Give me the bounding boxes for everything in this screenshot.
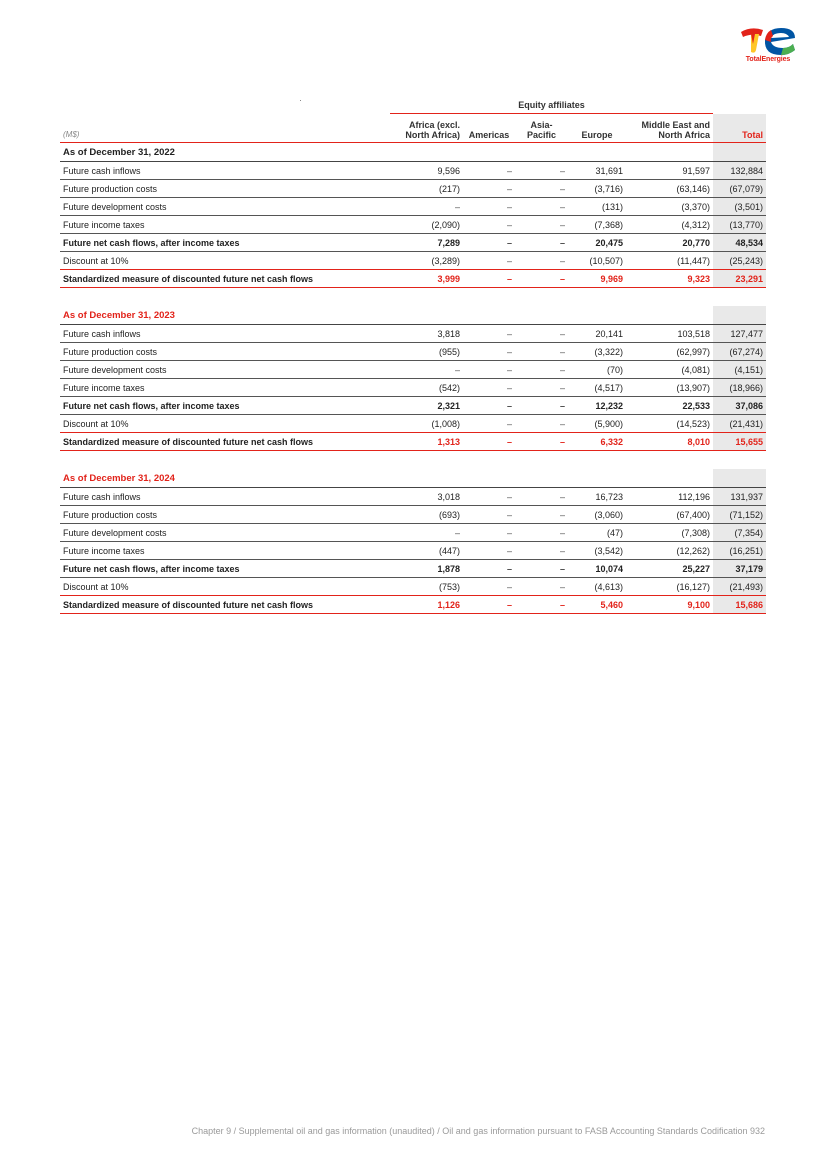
value-cell: (3,289)	[390, 252, 463, 270]
value-cell: (13,907)	[626, 379, 713, 397]
row-label: Future development costs	[60, 198, 390, 216]
row-label: Standardized measure of discounted future net cash flows	[60, 433, 390, 451]
value-cell: –	[463, 198, 515, 216]
value-cell: 6,332	[568, 433, 626, 451]
value-cell: 12,232	[568, 397, 626, 415]
value-cell: 20,141	[568, 325, 626, 343]
value-cell: (7,368)	[568, 216, 626, 234]
value-cell: 25,227	[626, 560, 713, 578]
value-cell: (447)	[390, 542, 463, 560]
super-header-row	[60, 97, 766, 114]
value-cell: (1,008)	[390, 415, 463, 433]
total-cell: 15,655	[713, 433, 766, 451]
row-label: Future cash inflows	[60, 325, 390, 343]
section-title-row	[60, 469, 766, 488]
table-row	[60, 216, 766, 234]
row-label: Standardized measure of discounted future net cash flows	[60, 596, 390, 614]
row-label: Discount at 10%	[60, 415, 390, 433]
value-cell: (10,507)	[568, 252, 626, 270]
value-cell: (4,081)	[626, 361, 713, 379]
value-cell: –	[515, 379, 568, 397]
table-row	[60, 379, 766, 397]
table-row	[60, 433, 766, 451]
row-label: Future income taxes	[60, 542, 390, 560]
section-spacer	[60, 451, 766, 470]
totalenergies-logo	[737, 24, 801, 68]
value-cell: (217)	[390, 180, 463, 198]
value-cell: 9,969	[568, 270, 626, 288]
value-cell: –	[463, 578, 515, 596]
table-row	[60, 343, 766, 361]
value-cell: –	[463, 216, 515, 234]
row-label: Future cash inflows	[60, 488, 390, 506]
row-label: Future development costs	[60, 361, 390, 379]
value-cell: –	[515, 560, 568, 578]
table-row	[60, 542, 766, 560]
col-header-middle-east: Middle East and North Africa	[626, 114, 713, 143]
value-cell: –	[515, 252, 568, 270]
section-title: As of December 31, 2024	[60, 469, 713, 488]
value-cell: –	[515, 216, 568, 234]
total-cell: (4,151)	[713, 361, 766, 379]
row-label: Discount at 10%	[60, 578, 390, 596]
value-cell: –	[463, 524, 515, 542]
value-cell: 22,533	[626, 397, 713, 415]
value-cell: 5,460	[568, 596, 626, 614]
value-cell: 9,596	[390, 162, 463, 180]
total-cell: (67,079)	[713, 180, 766, 198]
value-cell: 10,074	[568, 560, 626, 578]
value-cell: –	[515, 397, 568, 415]
value-cell: –	[515, 578, 568, 596]
value-cell: (3,542)	[568, 542, 626, 560]
value-cell: –	[463, 433, 515, 451]
total-cell: 48,534	[713, 234, 766, 252]
value-cell: (67,400)	[626, 506, 713, 524]
value-cell: 3,018	[390, 488, 463, 506]
value-cell: –	[390, 361, 463, 379]
total-cell: (7,354)	[713, 524, 766, 542]
value-cell: –	[463, 325, 515, 343]
row-label: Future income taxes	[60, 216, 390, 234]
value-cell: (70)	[568, 361, 626, 379]
value-cell: 16,723	[568, 488, 626, 506]
value-cell: 20,770	[626, 234, 713, 252]
value-cell: 1,126	[390, 596, 463, 614]
total-cell: 131,937	[713, 488, 766, 506]
total-cell: (71,152)	[713, 506, 766, 524]
value-cell: (2,090)	[390, 216, 463, 234]
value-cell: 2,321	[390, 397, 463, 415]
total-cell: (67,274)	[713, 343, 766, 361]
total-cell: 37,179	[713, 560, 766, 578]
value-cell: –	[515, 488, 568, 506]
value-cell: –	[515, 343, 568, 361]
value-cell: 103,518	[626, 325, 713, 343]
value-cell: 9,100	[626, 596, 713, 614]
value-cell: (3,716)	[568, 180, 626, 198]
col-header-total: Total	[713, 114, 766, 143]
value-cell: –	[463, 415, 515, 433]
value-cell: (3,060)	[568, 506, 626, 524]
section-title-row	[60, 306, 766, 325]
value-cell: 9,323	[626, 270, 713, 288]
value-cell: (11,447)	[626, 252, 713, 270]
table-row	[60, 578, 766, 596]
row-label: Standardized measure of discounted future net cash flows	[60, 270, 390, 288]
row-label: Future production costs	[60, 506, 390, 524]
col-header-americas: Americas	[463, 114, 515, 143]
row-label: Discount at 10%	[60, 252, 390, 270]
col-header-europe: Europe	[568, 114, 626, 143]
value-cell: –	[463, 252, 515, 270]
value-cell: (62,997)	[626, 343, 713, 361]
value-cell: –	[463, 162, 515, 180]
unit-label: (M$)	[60, 114, 390, 143]
value-cell: –	[463, 506, 515, 524]
value-cell: 7,289	[390, 234, 463, 252]
table-row	[60, 361, 766, 379]
value-cell: –	[463, 596, 515, 614]
value-cell: 3,999	[390, 270, 463, 288]
total-cell: (13,770)	[713, 216, 766, 234]
column-header-row	[60, 114, 766, 143]
table-row	[60, 270, 766, 288]
value-cell: (16,127)	[626, 578, 713, 596]
total-cell: (16,251)	[713, 542, 766, 560]
table-row	[60, 415, 766, 433]
value-cell: –	[515, 542, 568, 560]
value-cell: –	[515, 524, 568, 542]
table-row	[60, 506, 766, 524]
total-cell: (25,243)	[713, 252, 766, 270]
value-cell: –	[463, 343, 515, 361]
value-cell: (5,900)	[568, 415, 626, 433]
logo-wordmark: TotalEnergies	[745, 56, 791, 63]
row-label: Future production costs	[60, 343, 390, 361]
value-cell: –	[515, 162, 568, 180]
value-cell: (693)	[390, 506, 463, 524]
total-cell: (21,493)	[713, 578, 766, 596]
section-title: As of December 31, 2023	[60, 306, 713, 325]
row-label: Future net cash flows, after income taxes	[60, 560, 390, 578]
value-cell: (7,308)	[626, 524, 713, 542]
value-cell: –	[515, 506, 568, 524]
page-footer: Chapter 9 / Supplemental oil and gas information (unaudited) / Oil and gas information pursuant to FASB Accounting Standards Codification 932	[191, 1126, 765, 1136]
value-cell: (12,262)	[626, 542, 713, 560]
value-cell: –	[463, 180, 515, 198]
value-cell: –	[515, 361, 568, 379]
value-cell: (63,146)	[626, 180, 713, 198]
value-cell: 112,196	[626, 488, 713, 506]
value-cell: –	[515, 415, 568, 433]
value-cell: (3,370)	[626, 198, 713, 216]
value-cell: (131)	[568, 198, 626, 216]
value-cell: (14,523)	[626, 415, 713, 433]
total-cell: (3,501)	[713, 198, 766, 216]
value-cell: –	[515, 198, 568, 216]
table-row	[60, 560, 766, 578]
section-title: As of December 31, 2022	[60, 143, 713, 162]
value-cell: –	[390, 524, 463, 542]
table-row	[60, 180, 766, 198]
equity-affiliates-header: Equity affiliates	[390, 97, 713, 114]
value-cell: –	[515, 180, 568, 198]
value-cell: –	[463, 397, 515, 415]
value-cell: 91,597	[626, 162, 713, 180]
table-row	[60, 162, 766, 180]
total-cell: (18,966)	[713, 379, 766, 397]
value-cell: –	[515, 433, 568, 451]
section-title-row	[60, 143, 766, 162]
value-cell: –	[515, 234, 568, 252]
table-row	[60, 596, 766, 614]
totalenergies-logo-mark	[737, 24, 801, 56]
value-cell: 3,818	[390, 325, 463, 343]
row-label: Future net cash flows, after income taxes	[60, 397, 390, 415]
row-label: Future production costs	[60, 180, 390, 198]
table-row	[60, 488, 766, 506]
row-label: Future cash inflows	[60, 162, 390, 180]
table-row	[60, 234, 766, 252]
table-row	[60, 325, 766, 343]
value-cell: (47)	[568, 524, 626, 542]
value-cell: –	[515, 325, 568, 343]
equity-affiliates-table	[60, 97, 766, 614]
value-cell: (4,312)	[626, 216, 713, 234]
table-row	[60, 397, 766, 415]
value-cell: –	[515, 270, 568, 288]
total-cell: 23,291	[713, 270, 766, 288]
value-cell: –	[463, 361, 515, 379]
total-cell: 127,477	[713, 325, 766, 343]
col-header-asia-pacific: Asia- Pacific	[515, 114, 568, 143]
value-cell: –	[463, 560, 515, 578]
value-cell: –	[463, 379, 515, 397]
value-cell: –	[463, 488, 515, 506]
value-cell: (4,613)	[568, 578, 626, 596]
total-cell: 132,884	[713, 162, 766, 180]
value-cell: –	[463, 542, 515, 560]
value-cell: –	[390, 198, 463, 216]
total-cell: 37,086	[713, 397, 766, 415]
col-header-africa: Africa (excl. North Africa)	[390, 114, 463, 143]
table-row	[60, 252, 766, 270]
value-cell: –	[463, 270, 515, 288]
value-cell: (4,517)	[568, 379, 626, 397]
value-cell: –	[515, 596, 568, 614]
total-cell: (21,431)	[713, 415, 766, 433]
value-cell: (3,322)	[568, 343, 626, 361]
value-cell: 1,878	[390, 560, 463, 578]
value-cell: 20,475	[568, 234, 626, 252]
value-cell: 31,691	[568, 162, 626, 180]
table-row	[60, 524, 766, 542]
total-cell: 15,686	[713, 596, 766, 614]
table-row	[60, 198, 766, 216]
value-cell: (542)	[390, 379, 463, 397]
row-label: Future income taxes	[60, 379, 390, 397]
row-label: Future net cash flows, after income taxes	[60, 234, 390, 252]
value-cell: 8,010	[626, 433, 713, 451]
section-spacer	[60, 288, 766, 307]
row-label: Future development costs	[60, 524, 390, 542]
value-cell: (955)	[390, 343, 463, 361]
value-cell: –	[463, 234, 515, 252]
value-cell: 1,313	[390, 433, 463, 451]
value-cell: (753)	[390, 578, 463, 596]
